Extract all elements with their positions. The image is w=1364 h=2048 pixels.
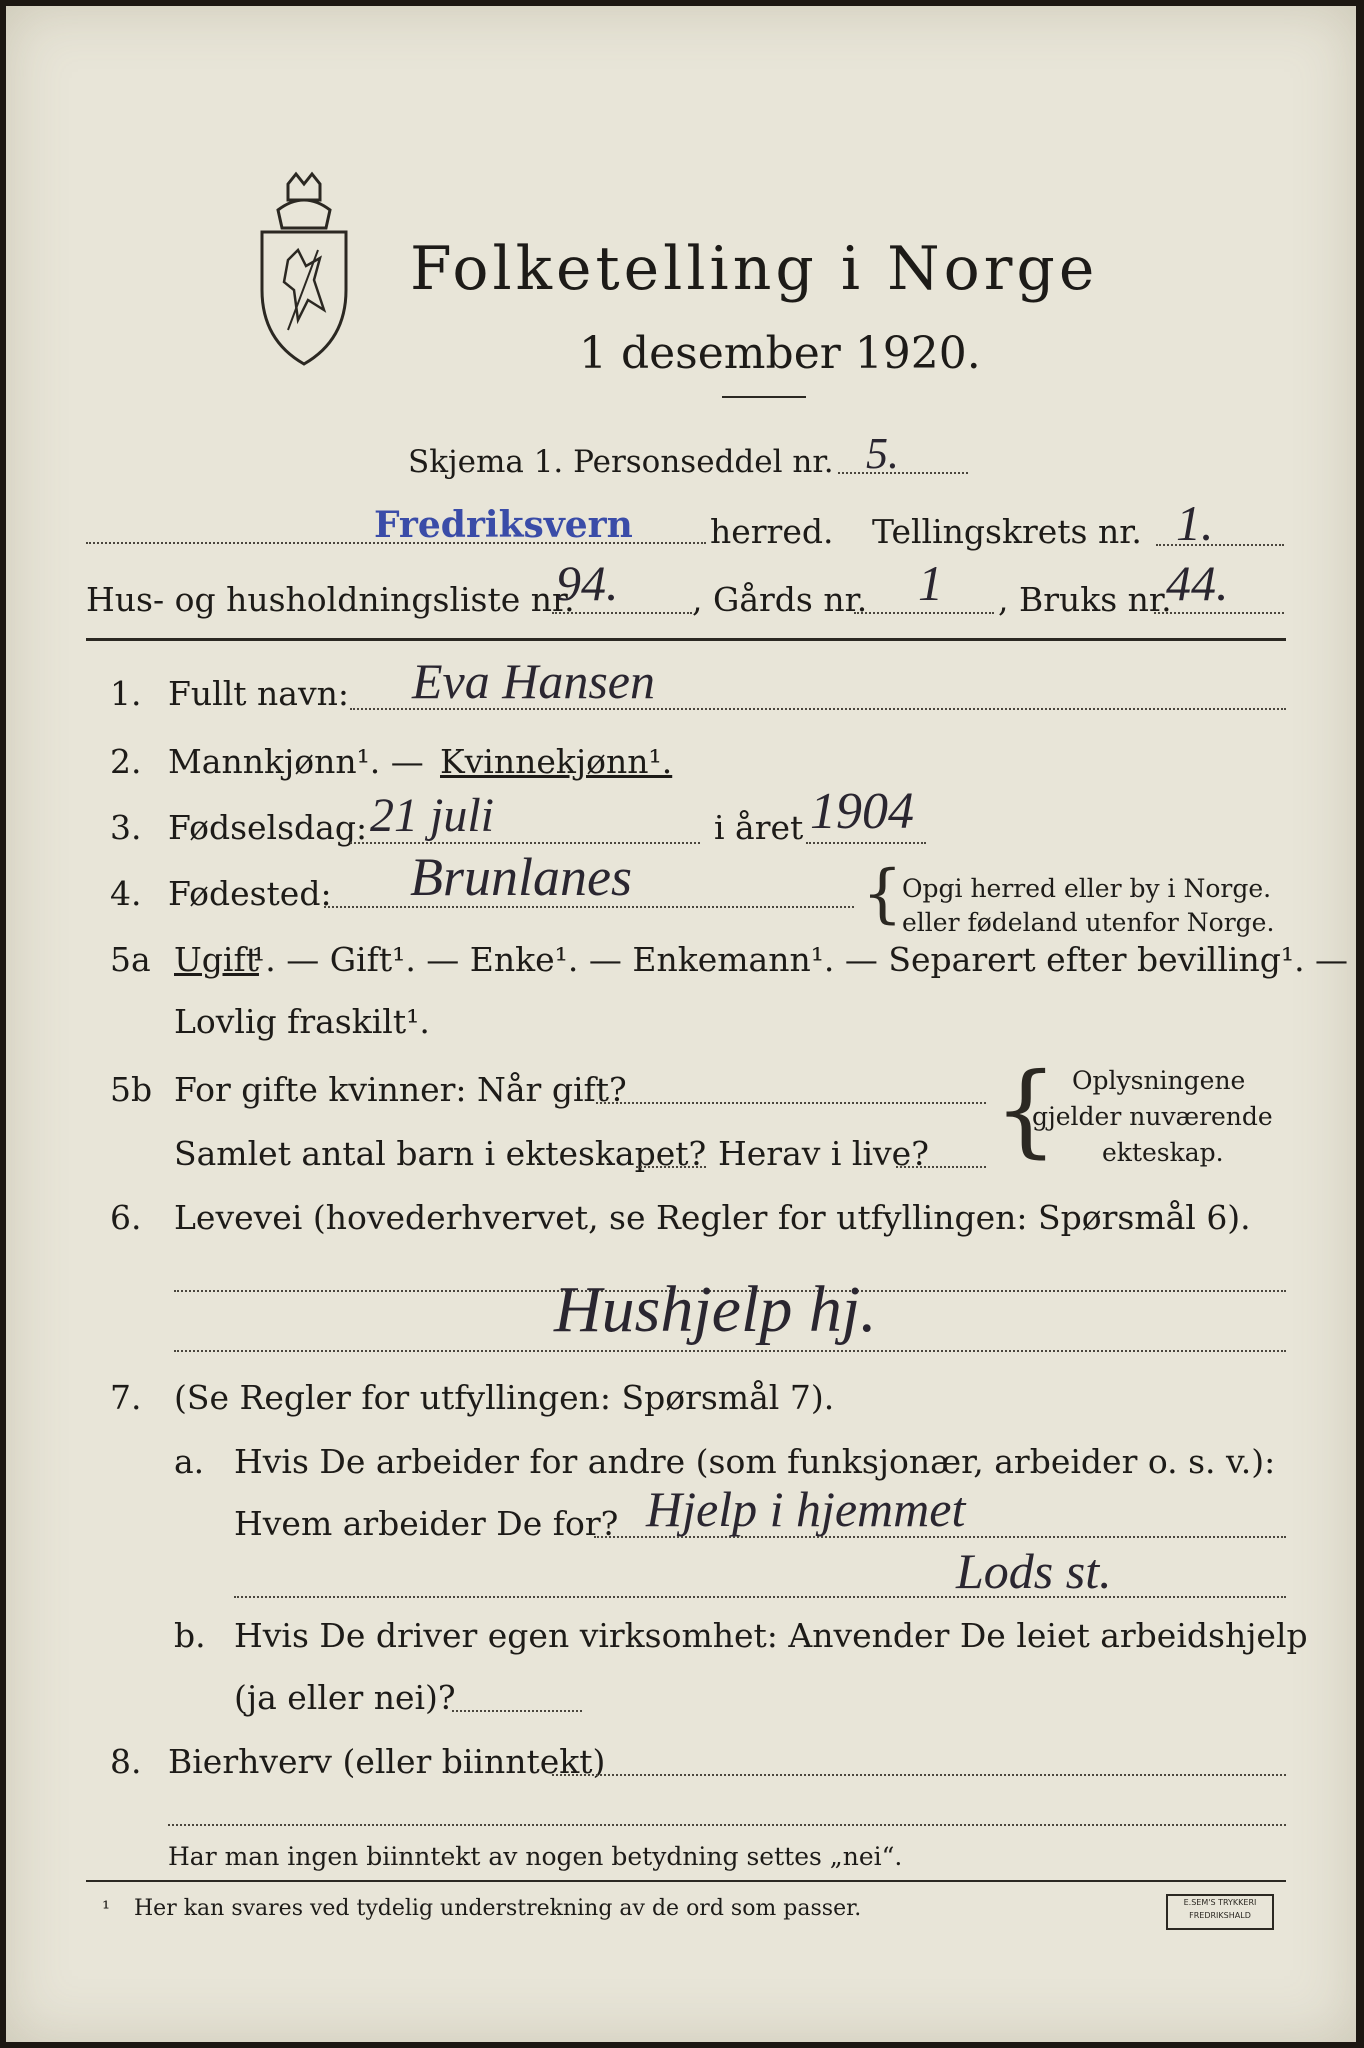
q2-female-option[interactable]: Kvinnekjønn¹. (440, 742, 673, 781)
q5b-children-line (636, 1166, 706, 1168)
printer-stamp (1166, 1894, 1274, 1930)
birthplace-field[interactable]: Brunlanes (410, 847, 632, 907)
census-date: 1 desember 1920. (579, 328, 981, 379)
title-divider (722, 396, 806, 398)
bruks-line (1154, 612, 1284, 614)
header-rule (86, 638, 1286, 641)
full-name-field[interactable]: Eva Hansen (412, 653, 655, 709)
gards-label: , Gårds nr. (692, 580, 868, 619)
q7-label: (Se Regler for utfyllingen: Spørsmål 7). (174, 1378, 835, 1417)
q4-note-1: Opgi herred eller by i Norge. (902, 874, 1272, 903)
q5a-options[interactable]: ¹. — Gift¹. — Enke¹. — Enkemann¹. — Separert efter bevilling¹. — (252, 940, 1349, 979)
q1-number: 1. (110, 674, 142, 713)
q8-note: Har man ingen biinntekt av nogen betydning settes „nei“. (168, 1842, 903, 1871)
footnote-mark: ¹ (102, 1896, 111, 1920)
q7b-line-2: (ja eller nei)? (234, 1678, 456, 1717)
q7a-letter: a. (174, 1442, 205, 1481)
q5b-note-3: ekteskap. (1102, 1138, 1224, 1167)
q5b-note-1: Oplysningene (1072, 1066, 1246, 1095)
tellingskrets-number[interactable]: 1. (1176, 495, 1214, 551)
q7b-letter: b. (174, 1616, 206, 1655)
q3-label: Fødselsdag: (168, 808, 368, 847)
q8-line-2 (168, 1824, 1286, 1826)
q5b-married-line (596, 1102, 986, 1104)
q5a-number: 5a (110, 940, 151, 979)
q7a-line-extra (234, 1596, 1286, 1598)
employer-field[interactable]: Hjelp i hjemmet (646, 1481, 966, 1537)
q3-year-label: i året (714, 808, 804, 847)
hus-label: Hus- og husholdningsliste nr. (86, 580, 575, 619)
birthday-field[interactable]: 21 juli (370, 789, 495, 842)
q6-label: Levevei (hovederhvervet, se Regler for utfyllingen: Spørsmål 6). (174, 1198, 1251, 1237)
q5b-label-2: Samlet antal barn i ekteskapet? (174, 1134, 707, 1173)
q7a-line-2: Hvem arbeider De for? (234, 1504, 619, 1543)
q6-line-2 (174, 1350, 1286, 1352)
occupation-field[interactable]: Hushjelp hj. (554, 1273, 877, 1346)
q8-label: Bierhverv (eller biinntekt) (168, 1742, 606, 1781)
coat-of-arms-icon (248, 170, 360, 370)
q5a-line2[interactable]: Lovlig fraskilt¹. (174, 1002, 430, 1041)
herred-label: herred. (710, 512, 834, 551)
municipality-stamp: Fredriksvern (374, 504, 633, 546)
q3-year-line (806, 842, 926, 844)
bruks-number[interactable]: 44. (1166, 555, 1229, 611)
personseddel-number[interactable]: 5. (866, 429, 899, 478)
q7b-line-1: Hvis De driver egen virksomhet: Anvender De leiet arbeidshjelp (234, 1616, 1308, 1655)
tellingskrets-label: Tellingskrets nr. (872, 512, 1142, 551)
bruks-label: , Bruks nr. (998, 580, 1172, 619)
q7-number: 7. (110, 1378, 142, 1417)
page-title: Folketelling i Norge (410, 234, 1099, 304)
q5a-ugift-option[interactable]: Ugift (174, 940, 259, 979)
printer-line-2: FREDRIKSHALD (1189, 1911, 1251, 1920)
q4-number: 4. (110, 874, 142, 913)
birth-year-field[interactable]: 1904 (810, 783, 914, 840)
gards-line (854, 612, 994, 614)
q6-number: 6. (110, 1198, 142, 1237)
q4-label: Fødested: (168, 874, 332, 913)
footnote-text: Her kan svares ved tydelig understrekning av de ord som passer. (134, 1896, 862, 1921)
q2-male-option[interactable]: Mannkjønn¹. — (168, 742, 424, 781)
hus-line (552, 612, 692, 614)
q5b-label-1: For gifte kvinner: Når gift? (174, 1070, 627, 1109)
personseddel-line (838, 472, 968, 474)
q4-note-2: eller fødeland utenfor Norge. (902, 908, 1275, 937)
employer-field-2[interactable]: Lods st. (956, 1543, 1112, 1599)
q4-brace: { (862, 857, 903, 931)
footnote-rule (86, 1880, 1286, 1882)
q7a-line-1: Hvis De arbeider for andre (som funksjonær, arbeider o. s. v.): (234, 1442, 1276, 1481)
q5b-label-3: Herav i live? (718, 1134, 929, 1173)
q3-number: 3. (110, 808, 142, 847)
q8-line (552, 1774, 1286, 1776)
q8-number: 8. (110, 1742, 142, 1781)
q5b-alive-line (896, 1166, 986, 1168)
q2-number: 2. (110, 742, 142, 781)
q5b-number: 5b (110, 1070, 153, 1109)
q1-label: Fullt navn: (168, 674, 349, 713)
printer-line-1: E.SEM'S TRYKKERI (1183, 1898, 1257, 1907)
census-form-page (6, 6, 1356, 2042)
q5b-brace: { (994, 1051, 1058, 1168)
q7b-line (452, 1710, 582, 1712)
q5b-note-2: gjelder nuværende (1032, 1102, 1273, 1131)
skjema-label: Skjema 1. Personseddel nr. (408, 444, 834, 480)
gards-number[interactable]: 1 (918, 555, 943, 611)
hus-number[interactable]: 94. (556, 555, 619, 611)
